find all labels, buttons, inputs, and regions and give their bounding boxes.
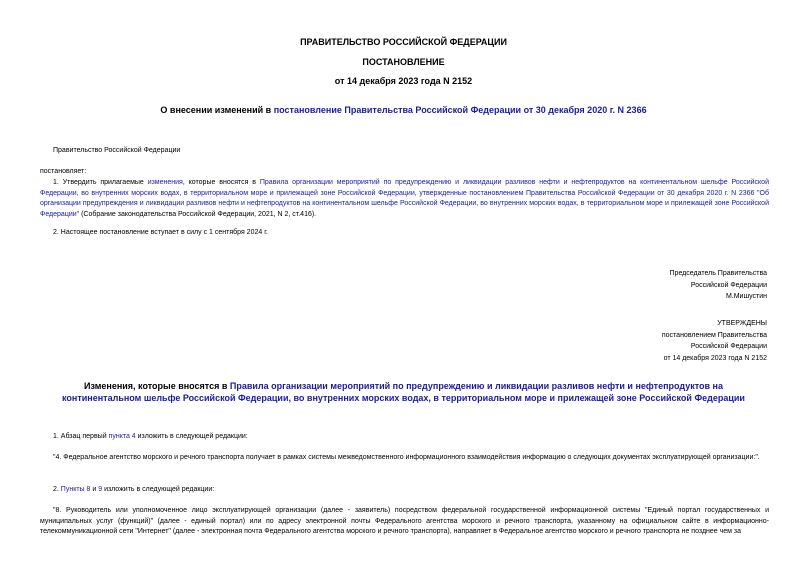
change-2-quote: "8. Руководитель или уполномоченное лицо эксплуатирующей организации (далее - заявитель) посредством федеральной государственной информационной системы "Единый портал государственных и муниципальных услуг (функций)" (далее - единый портал) или по адресу электронной почты Федерального агентства морского и речного транспорта, указанному на официальном сайте в информационно-телекоммуникационной сети "Интернет" (далее - электронная почта Федерального агентства морского и речного транспорта), направляет в Федеральное агентство морского и речного транспорта не позднее чем за: [40, 507, 769, 535]
government-heading: ПРАВИТЕЛЬСТВО РОССИЙСКОЙ ФЕДЕРАЦИИ: [300, 37, 507, 47]
approved-label: УТВЕРЖДЕНЫ: [717, 320, 767, 327]
c1-point-link[interactable]: пункта 4: [108, 433, 136, 440]
signature-position: Председатель Правительства: [669, 270, 767, 277]
signature-block: [670, 268, 767, 303]
changes-title-link[interactable]: Правила организации мероприятий по предупреждению и ликвидации разливов нефти и нефтепродуктов на континентальном шельфе Российской Федерации, во внутренних морских водах, в территориальном море и прилежащей зоне Российской Федерации: [62, 381, 745, 403]
signature-country: Российской Федерации: [690, 281, 767, 289]
c2-point8-link[interactable]: Пункты 8: [60, 486, 91, 493]
document-title: [30, 104, 777, 116]
paragraph-1: [40, 178, 769, 220]
change-1-quote: "4. Федеральное агентство морского и речного транспорта получает в рамках системы межведомственного информационного взаимодействия информацию о следующих документах эксплуатирующей организации:".: [53, 454, 760, 461]
decree-heading: ПОСТАНОВЛЕНИЕ: [362, 57, 445, 67]
title-prefix: О внесении изменений в: [160, 105, 274, 115]
change-1: [53, 432, 248, 443]
c2-point9-link[interactable]: 9: [98, 486, 103, 493]
approved-by: постановлением Правительства: [661, 331, 767, 339]
p1-text-a: 1. Утвердить прилагаемые: [53, 179, 148, 186]
c2-text-a: 2.: [53, 486, 61, 493]
p1-text-c: (Собрание законодательства Российской Федерации, 2021, N 2, ст.416).: [79, 210, 317, 218]
decree-date: от 14 декабря 2023 года N 2152: [334, 76, 473, 86]
change-2: [53, 485, 214, 496]
approval-block: [662, 318, 767, 364]
government-text: Правительство Российской Федерации: [53, 147, 181, 154]
changes-title-prefix: Изменения, которые вносятся в: [84, 381, 230, 391]
signature-name: М.Мишустин: [725, 293, 767, 300]
decides-text: постановляет:: [40, 168, 87, 175]
approved-country: Российской Федерации: [690, 343, 767, 350]
c1-text-b: изложить в следующей редакции:: [135, 433, 248, 440]
p1-text-b: , которые вносятся в: [182, 179, 260, 186]
changes-title: [45, 380, 762, 404]
paragraph-2: 2. Настоящее постановление вступает в силу с 1 сентября 2024 г.: [53, 229, 268, 236]
title-link[interactable]: постановление Правительства Российской Федерации от 30 декабря 2020 г. N 2366: [273, 105, 647, 115]
c1-text-a: 1. Абзац первый: [53, 433, 109, 440]
c2-text-c: изложить в следующей редакции:: [102, 486, 215, 493]
c2-text-b: и: [90, 486, 99, 493]
p1-changes-link[interactable]: изменения: [147, 179, 183, 186]
p1-rules-link[interactable]: Правила организации мероприятий по предупреждению и ликвидации разливов нефти и нефтепродуктов на континентальном шельфе Российской Федерации, во внутренних морских водах, в территориальном море и прилежащей зоне Российской Федерации, утвержденные постановлением Правительства Российской Федерации от 30 декабря 2020 г. N 2366 "Об организации предупреждения и ликвидации разливов нефти и нефтепродуктов на континентальном шельфе Российской Федерации, во внутренних морских водах, в территориальном море и прилежащей зоне Российской Федерации": [40, 179, 769, 218]
approved-date: от 14 декабря 2023 года N 2152: [663, 354, 767, 362]
